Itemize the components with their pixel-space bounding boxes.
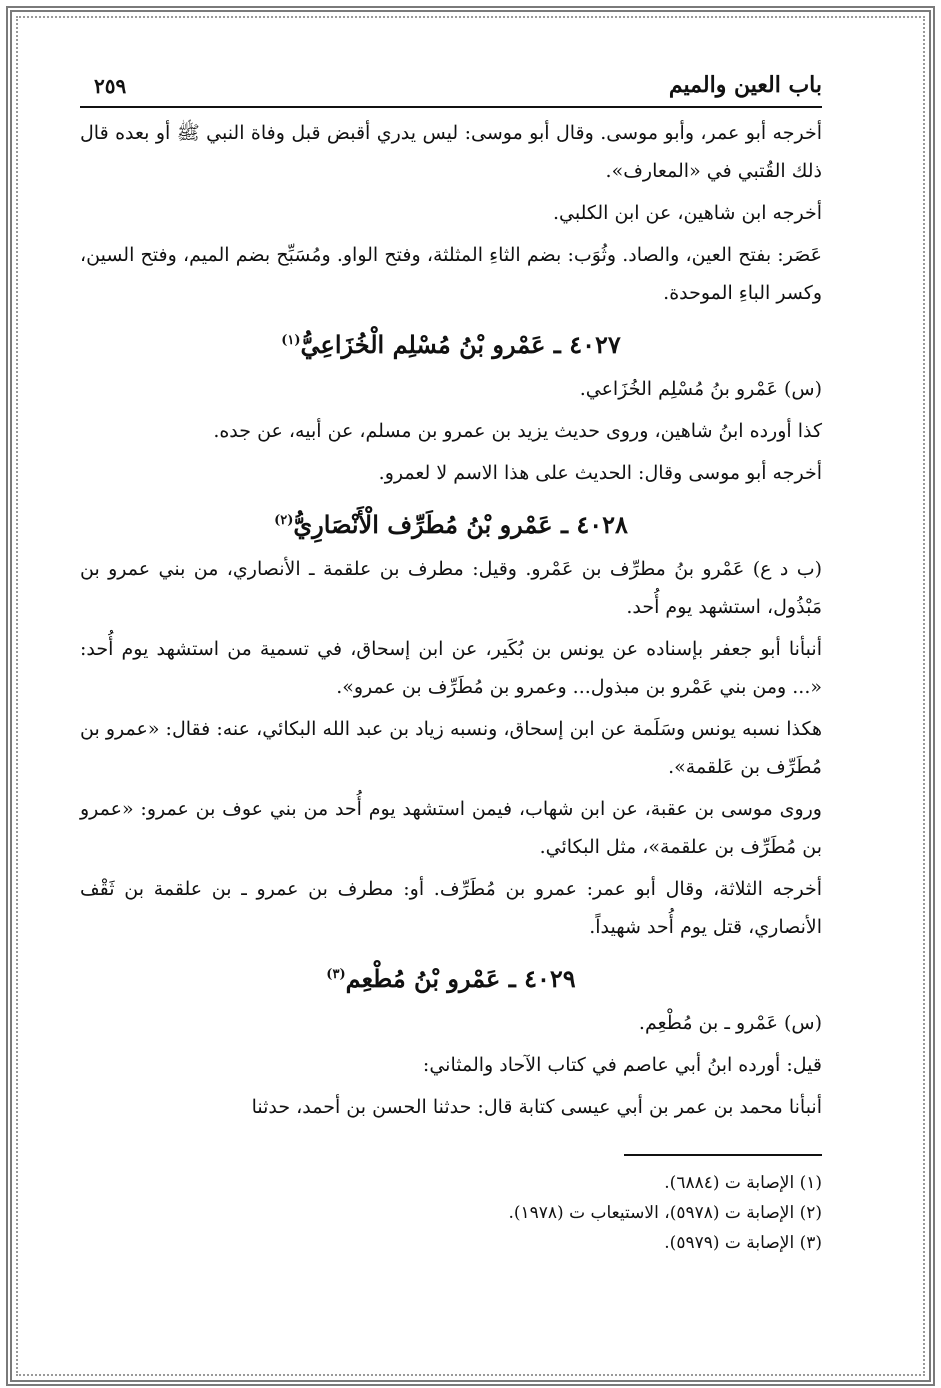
footnote-divider [624,1154,822,1156]
paragraph: أخرجه ابن شاهين، عن ابن الكلبي. [552,202,822,224]
footnote: (٣) الإصابة ت (٥٩٧٩). [664,1233,822,1253]
page-body [80,114,822,1126]
footnotes [80,1168,822,1258]
paragraph: (س) عَمْرو ـ بن مُطْعِم. [638,1012,822,1034]
paragraph: كذا أورده ابنُ شاهين، وروى حديث يزيد بن عمرو بن مسلم، عن أبيه، عن جده. [213,420,822,442]
chapter-title: باب العين والميم [668,72,822,98]
paragraph: أنبأنا محمد بن عمر بن أبي عيسى كتابة قال: حدثنا الحسن بن أحمد، حدثنا [251,1096,822,1118]
paragraph: (س) عَمْرو بنُ مُسْلِم الخُزَاعي. [579,378,822,400]
paragraph: هكذا نسبه يونس وسَلَمة عن ابن إسحاق، ونسبه زياد بن عبد الله البكائي، عنه: فقال: «عمرو بن مُطَرِّف بن عَلقمة». [80,718,822,778]
paragraph: عَصَر: بفتح العين، والصاد. وثُوَب: بضم الثاءِ المثلثة، وفتح الواو. ومُسَبِّح بضم الميم، وفتح السين، وكسر الباءِ الموحدة. [80,244,822,304]
paragraph: أنبأنا أبو جعفر بإسناده عن يونس بن بُكَير، عن ابن إسحاق، في تسمية من استشهد يوم أُحد: «... ومن بني عَمْرو بن مبذول... وعمرو بن مُطَرِّف بن عمرو». [80,638,822,698]
paragraph: أخرجه أبو موسى وقال: الحديث على هذا الاسم لا لعمرو. [378,462,822,484]
entry-heading-4028 [80,502,822,544]
entry-heading-4029 [80,956,822,998]
paragraph: أخرجه أبو عمر، وأبو موسى. وقال أبو موسى: ليس يدري أقبض قبل وفاة النبي ﷺ أو بعده قال ذلك القُتبي في «المعارف». [80,122,822,182]
entry-title: ٤٠٢٩ ـ عَمْرو بْنُ مُطْعِم [345,964,576,993]
paragraph: قيل: أورده ابنُ أبي عاصم في كتاب الآحاد والمثاني: [422,1054,822,1076]
page-header [80,62,822,108]
footnote-marker: (٢) [274,513,294,528]
footnote-marker: (٣) [326,967,346,982]
paragraph: وروى موسى بن عقبة، عن ابن شهاب، فيمن استشهد يوم أُحد من بني عوف بن عمرو: «عمرو بن مُطَرِّف بن علقمة»، مثل البكائي. [80,798,822,858]
book-page [80,62,822,1258]
paragraph: أخرجه الثلاثة، وقال أبو عمر: عمرو بن مُطَرِّف. أو: مطرف بن عمرو ـ بن علقمة بن ثَقْف الأنصاري، قتل يوم أُحد شهيداً. [80,878,822,938]
paragraph: (ب د ع) عَمْرو بنُ مطرِّف بن عَمْرو. وقيل: مطرف بن علقمة ـ الأنصاري، من بني عمرو بن مَبْذُول، استشهد يوم أُحد. [80,558,822,618]
page-number: ٢٥٩ [94,74,127,98]
entry-heading-4027 [80,322,822,364]
entry-title: ٤٠٢٨ ـ عَمْرو بْنُ مُطَرِّف الْأَنْصَارِيُّ [293,510,628,539]
footnote: (١) الإصابة ت (٦٨٨٤). [664,1173,822,1193]
entry-title: ٤٠٢٧ ـ عَمْرو بْنُ مُسْلِم الْخُزَاعِيُّ [300,330,621,359]
footnote: (٢) الإصابة ت (٥٩٧٨)، الاستيعاب ت (١٩٧٨). [508,1203,822,1223]
footnote-marker: (١) [281,333,301,348]
